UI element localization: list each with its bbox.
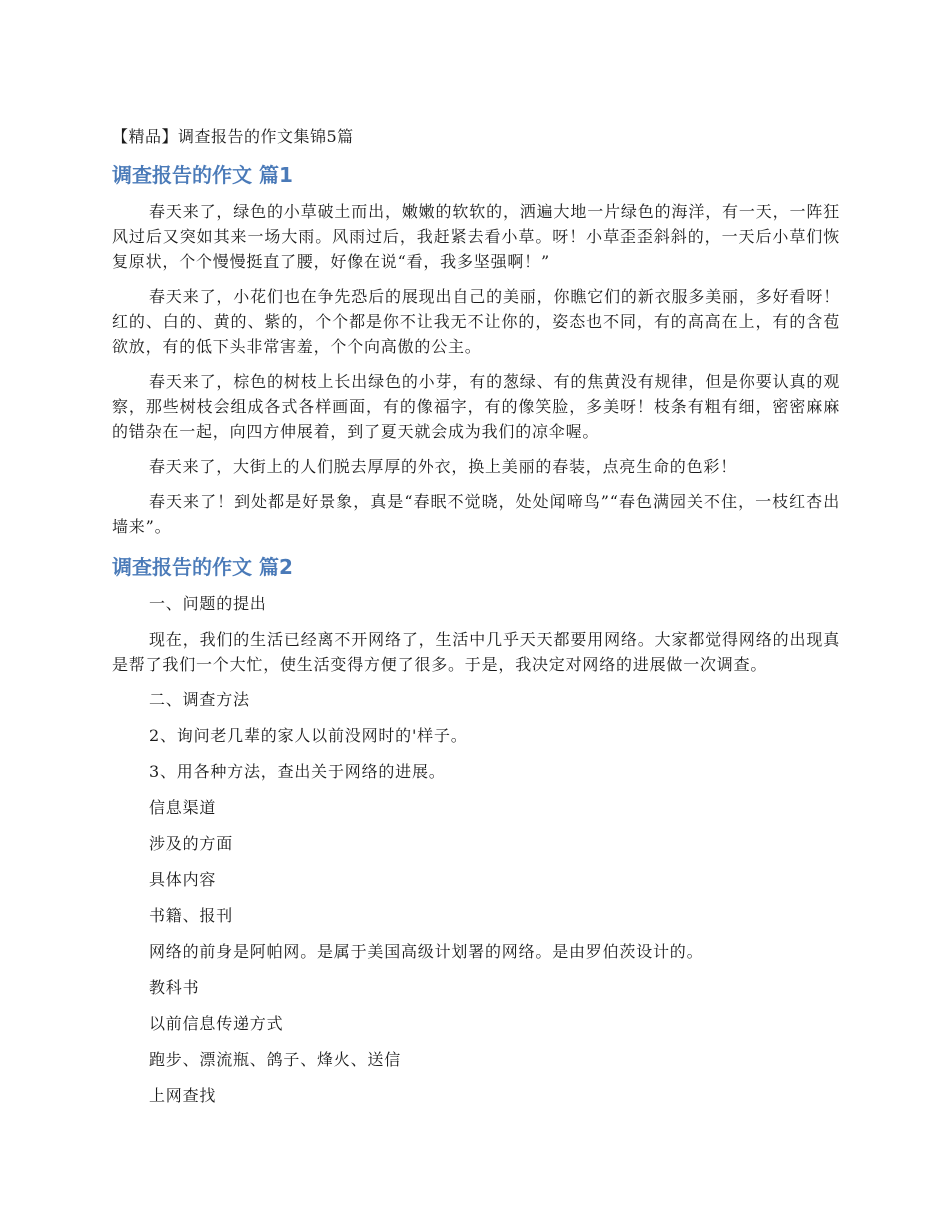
table-cell-text: 信息渠道 [149,798,217,817]
section-1 [112,161,840,539]
paragraph: 春天来了，绿色的小草破土而出，嫩嫩的软软的，洒遍大地一片绿色的海洋，有一天，一阵狂风过后又突如其来一场大雨。风雨过后，我赶紧去看小草。呀！小草歪歪斜斜的，一天后小草们恢复原状，个个慢慢挺直了腰，好像在说“看，我多坚强啊！” [112,202,840,271]
table-cell-text: 书籍、报刊 [149,906,234,925]
paragraph: 现在，我们的生活已经离不开网络了，生活中几乎天天都要用网络。大家都觉得网络的出现真是帮了我们一个大忙，使生活变得方便了很多。于是，我决定对网络的进展做一次调查。 [112,630,840,674]
section-2 [112,553,840,1108]
table-cell-text: 以前信息传递方式 [149,1014,284,1033]
document-page [112,125,840,1119]
table-cell-text: 网络的前身是阿帕网。是属于美国高级计划署的网络。是由罗伯茨设计的。 [149,942,704,961]
paragraph: 春天来了，棕色的树枝上长出绿色的小芽，有的葱绿、有的焦黄没有规律，但是你要认真的观察，那些树枝会组成各式各样画面，有的像福字，有的像笑脸，多美呀！枝条有粗有细，密密麻麻的错杂在一起，向四方伸展着，到了夏天就会成为我们的凉伞喔。 [112,372,840,441]
paragraph: 春天来了，小花们也在争先恐后的展现出自己的美丽，你瞧它们的新衣服多美丽，多好看呀！红的、白的、黄的、紫的，个个都是你不让我无不让你的，姿态也不同，有的高高在上，有的含苞欲放，有的低下头非常害羞，个个向高傲的公主。 [112,287,840,356]
table-cell-text: 涉及的方面 [149,834,234,853]
table-cell-text: 上网查找 [149,1086,217,1105]
section-heading: 调查报告的作文 篇1 [112,163,293,187]
subheading-method: 二、调查方法 [149,690,250,709]
paragraph: 春天来了！到处都是好景象，真是“春眠不觉晓，处处闻啼鸟”“春色满园关不住，一枝红杏出墙来”。 [112,492,840,536]
table-cell-text: 跑步、漂流瓶、鸽子、烽火、送信 [149,1050,402,1069]
list-item: 2、询问老几辈的家人以前没网时的'样子。 [149,726,468,745]
table-cell-text: 具体内容 [149,870,217,889]
document-title: 【精品】调查报告的作文集锦5篇 [112,127,354,146]
section-heading: 调查报告的作文 篇2 [112,555,293,579]
paragraph: 春天来了，大街上的人们脱去厚厚的外衣，换上美丽的春装，点亮生命的色彩！ [149,457,738,476]
table-cell-text: 教科书 [149,978,200,997]
subheading-problem: 一、问题的提出 [149,594,267,613]
list-item: 3、用各种方法，查出关于网络的进展。 [149,762,446,781]
